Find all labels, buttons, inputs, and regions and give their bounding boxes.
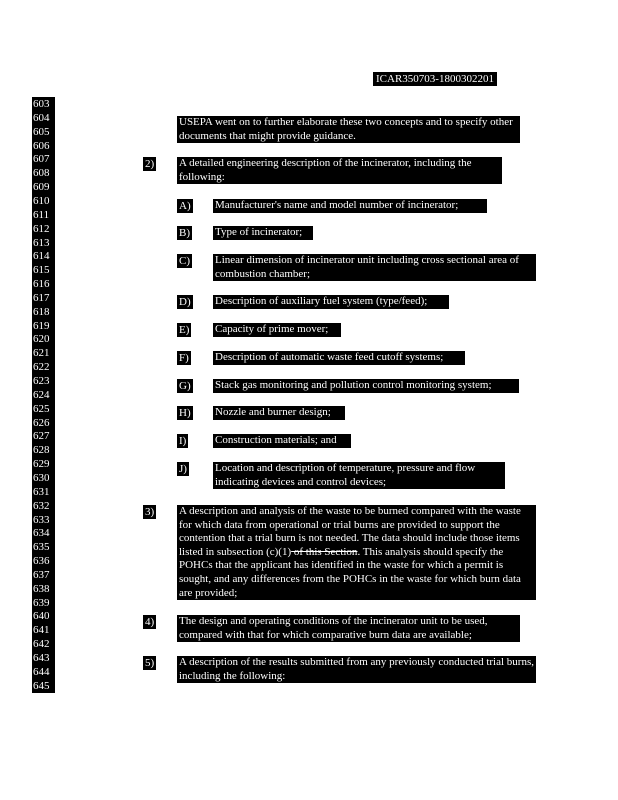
line-number: 623 bbox=[32, 374, 55, 388]
line-number: 619 bbox=[32, 319, 55, 333]
subitem-A-marker: A) bbox=[179, 200, 191, 212]
line-number: 625 bbox=[32, 402, 55, 416]
line-number: 645 bbox=[32, 679, 55, 693]
line-number: 618 bbox=[32, 305, 55, 319]
line-number: 629 bbox=[32, 457, 55, 471]
line-number: 616 bbox=[32, 277, 55, 291]
item-5-marker: 5) bbox=[145, 657, 155, 669]
line-number: 641 bbox=[32, 623, 55, 637]
subitem-D-text: Description of auxiliary fuel system (type/feed); bbox=[213, 295, 449, 309]
item-3-struck-text: of this Section bbox=[291, 545, 358, 558]
line-number: 617 bbox=[32, 291, 55, 305]
line-number: 639 bbox=[32, 596, 55, 610]
line-number: 627 bbox=[32, 429, 55, 443]
line-number: 642 bbox=[32, 637, 55, 651]
intro-paragraph: USEPA went on to further elaborate these two concepts and to specify other documents that might provide guidance. bbox=[177, 116, 520, 143]
subitem-H-marker: H) bbox=[179, 407, 191, 419]
line-number: 628 bbox=[32, 443, 55, 457]
item-3-marker: 3) bbox=[145, 506, 155, 518]
line-number: 615 bbox=[32, 263, 55, 277]
line-number: 637 bbox=[32, 568, 55, 582]
line-number: 635 bbox=[32, 540, 55, 554]
line-number: 611 bbox=[32, 208, 55, 222]
line-number: 614 bbox=[32, 249, 55, 263]
item-3-text-after: . This analysis should specify the POHCs that the applicant has identified in the waste for which a permit is sought, and any differences from the POHCs in the waste for which burn data are provided; bbox=[179, 545, 521, 599]
subitem-I-text: Construction materials; and bbox=[213, 434, 351, 448]
line-number: 632 bbox=[32, 499, 55, 513]
line-number: 643 bbox=[32, 651, 55, 665]
line-number: 630 bbox=[32, 471, 55, 485]
subitem-G-marker: G) bbox=[179, 380, 191, 392]
subitem-H-text: Nozzle and burner design; bbox=[213, 406, 345, 420]
subitem-B-text: Type of incinerator; bbox=[213, 226, 313, 240]
line-number: 631 bbox=[32, 485, 55, 499]
document-id-header: ICAR350703-1800302201 bbox=[373, 72, 497, 86]
line-number: 634 bbox=[32, 526, 55, 540]
subitem-C-text: Linear dimension of incinerator unit including cross sectional area of combustion chamber; bbox=[213, 254, 536, 281]
line-number: 612 bbox=[32, 222, 55, 236]
subitem-E-text: Capacity of prime mover; bbox=[213, 323, 341, 337]
subitem-J-text: Location and description of temperature, pressure and flow indicating devices and control devices; bbox=[213, 462, 505, 489]
item-5-text: A description of the results submitted from any previously conducted trial burns, including the following: bbox=[179, 656, 534, 682]
item-2-text: A detailed engineering description of the incinerator, including the following: bbox=[177, 157, 502, 184]
line-number: 604 bbox=[32, 111, 55, 125]
line-number: 626 bbox=[32, 416, 55, 430]
line-number: 613 bbox=[32, 236, 55, 250]
line-number: 609 bbox=[32, 180, 55, 194]
line-number: 620 bbox=[32, 332, 55, 346]
line-number: 644 bbox=[32, 665, 55, 679]
subitem-D-marker: D) bbox=[179, 296, 191, 308]
subitem-J-marker: J) bbox=[179, 463, 187, 475]
line-number: 608 bbox=[32, 166, 55, 180]
line-number: 605 bbox=[32, 125, 55, 139]
item-2-marker: 2) bbox=[145, 158, 155, 170]
item-3-text-before: A description and analysis of the waste to be burned compared with the waste for which data from operational or trial burns are provided to support the contention that a trial burn is not needed. The data should include those items listed in subsection (c)(1) bbox=[179, 505, 521, 558]
line-number: 638 bbox=[32, 582, 55, 596]
line-number: 621 bbox=[32, 346, 55, 360]
subitem-I-marker: I) bbox=[179, 435, 187, 447]
subitem-A-text: Manufacturer's name and model number of incinerator; bbox=[213, 199, 487, 213]
line-number: 640 bbox=[32, 609, 55, 623]
subitem-C-marker: C) bbox=[179, 255, 190, 267]
line-number: 610 bbox=[32, 194, 55, 208]
subitem-F-marker: F) bbox=[179, 352, 189, 364]
subitem-G-text: Stack gas monitoring and pollution control monitoring system; bbox=[213, 379, 519, 393]
line-number: 603 bbox=[32, 97, 55, 111]
item-3-text bbox=[177, 505, 536, 600]
item-4-text: The design and operating conditions of the incinerator unit to be used, compared with that for which comparative burn data are available; bbox=[177, 615, 520, 642]
subitem-F-text: Description of automatic waste feed cutoff systems; bbox=[213, 351, 465, 365]
line-number: 624 bbox=[32, 388, 55, 402]
item-4-marker: 4) bbox=[145, 616, 155, 628]
line-number: 607 bbox=[32, 152, 55, 166]
subitem-E-marker: E) bbox=[179, 324, 190, 336]
line-number: 606 bbox=[32, 139, 55, 153]
line-number: 636 bbox=[32, 554, 55, 568]
line-number: 633 bbox=[32, 513, 55, 527]
line-number: 622 bbox=[32, 360, 55, 374]
subitem-B-marker: B) bbox=[179, 227, 190, 239]
